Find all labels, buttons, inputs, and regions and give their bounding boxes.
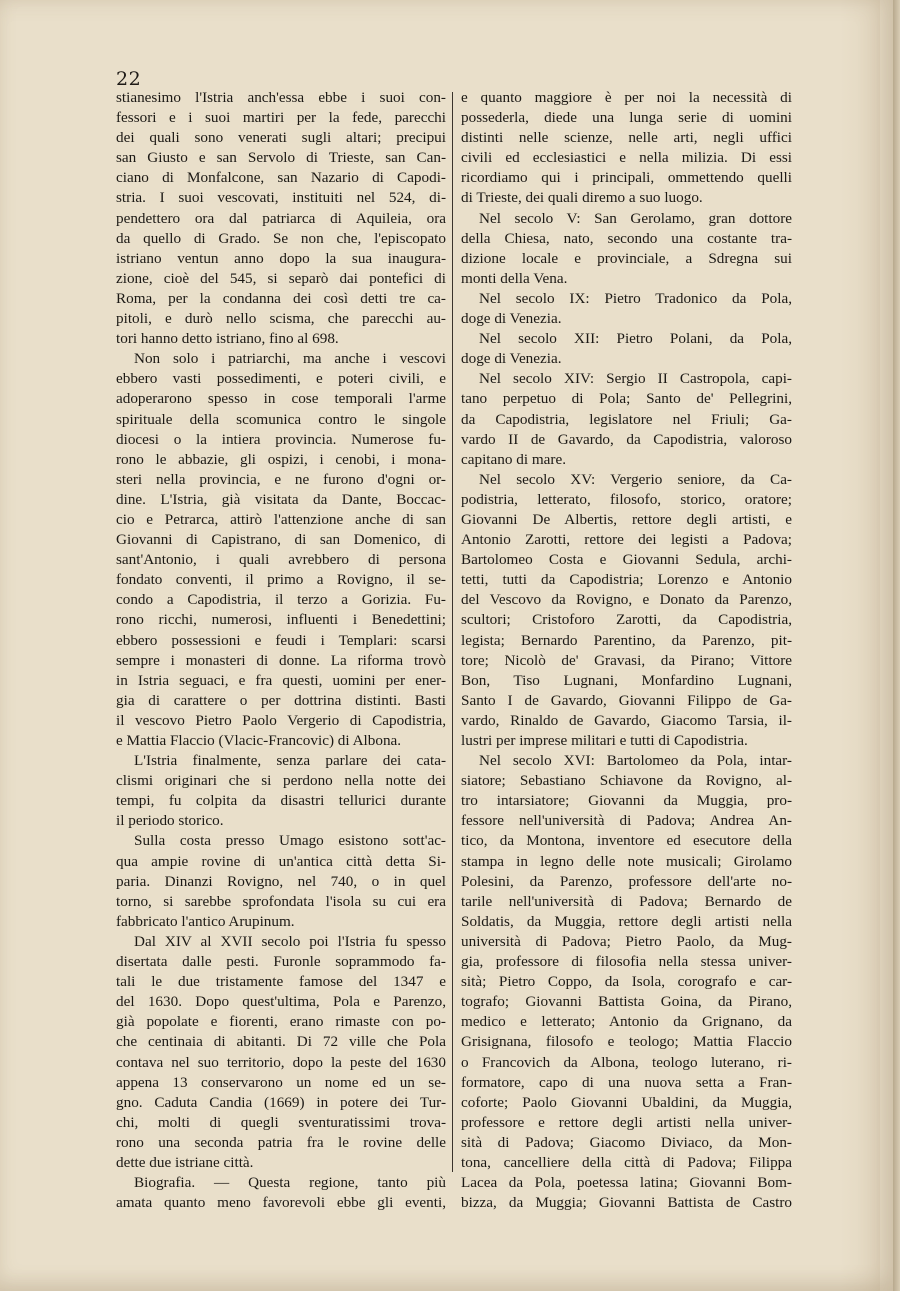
text-line: Soldatis, da Muggia, rettore degli artisti nella [461, 912, 792, 930]
text-line: bizza, da Muggia; Giovanni Battista de Castro [461, 1194, 792, 1212]
text-line: professore e rettore degli artisti nella univer- [461, 1113, 792, 1131]
text-line: in Istria seguaci, e fra questi, uomini per ener- [116, 671, 446, 689]
text-line: e quanto maggiore è per noi la necessità di [461, 89, 792, 106]
text-line: tali le due tristamente famose del 1347 e [116, 973, 446, 991]
text-line: stianesimo l'Istria anch'essa ebbe i suoi con- [116, 89, 446, 106]
text-line: del 1630. Dopo quest'ultima, Pola e Parenzo, [116, 993, 446, 1011]
text-line: vardo II de Gavardo, da Capodistria, valoroso [461, 430, 792, 448]
text-line: dei quali sono venerati sugli altari; precipui [116, 129, 446, 147]
text-line: del Vescovo da Rovigno, e Donato da Parenzo, [461, 591, 792, 609]
text-line: già popolate e fiorenti, erano rimaste con po- [116, 1013, 446, 1031]
right-column [461, 88, 792, 1213]
text-line: lustri per imprese militari e tutti di Capodistria. [461, 732, 748, 749]
text-line: doge di Venezia. [461, 310, 562, 328]
text-line: civili ed ecclesiastici e nella milizia. Di essi [461, 149, 792, 167]
text-line: istriano ventun anno dopo la sua inaugura- [116, 249, 446, 267]
text-line: siatore; Sebastiano Schiavone da Rovigno, al- [461, 772, 792, 790]
text-line: rono ricchi, numerosi, influenti i Benedettini; [116, 611, 446, 629]
text-line: Bon, Tiso Lugnani, Monfardino Lugnani, [461, 671, 792, 689]
text-line: torno, si sarebbe sprofondata l'isola su cui era [116, 892, 446, 910]
text-line: sità; Pietro Coppo, da Isola, corografo e car- [461, 973, 792, 991]
text-line: ciano di Monfalcone, san Nazario di Capodi- [116, 169, 446, 187]
text-line: chi, molti di quegli sventuratissimi trova- [116, 1113, 446, 1131]
text-line: stria. I suoi vescovati, instituiti nel 524, di- [116, 189, 446, 207]
text-line: tano perpetuo di Pola; Santo de' Pellegrini, [461, 390, 792, 408]
text-line: Nel secolo XIV: Sergio II Castropola, capi- [479, 370, 792, 388]
text-line: diocesi o la intiera provincia. Numerose fu- [116, 430, 446, 448]
text-line: formatore, capo di una nuova setta a Fran- [461, 1073, 792, 1091]
text-line: il periodo storico. [116, 812, 224, 830]
text-line: qua ampie rovine di un'antica città detta Si- [116, 852, 446, 870]
text-line: pendettero ora dal patriarca di Aquileia, ora [116, 209, 446, 227]
text-line: doge di Venezia. [461, 350, 562, 368]
page-edge [893, 0, 900, 1291]
page-number: 22 [116, 68, 142, 90]
text-line: ebbero vasti possedimenti, e poteri civili, e [116, 370, 446, 388]
text-line: cio e Petrarca, attirò l'attenzione anche di san [116, 510, 446, 528]
text-line: legista; Bernardo Parentino, da Parenzo, pit- [461, 631, 792, 649]
text-line: san Giusto e san Servolo di Trieste, san Can- [116, 149, 446, 167]
text-line: Nel secolo XV: Vergerio seniore, da Ca- [479, 470, 792, 488]
text-line: e Mattia Flaccio (Vlacic-Francovic) di Albona. [116, 732, 402, 749]
text-line: università di Padova; Pietro Paolo, da Mug- [461, 932, 792, 950]
text-line: sant'Antonio, i quali avrebbero di persona [116, 551, 446, 569]
text-line: della Chiesa, nato, secondo una costante tra- [461, 229, 792, 247]
text-line: pitoli, e durò nello scisma, che parecchi au- [116, 310, 446, 328]
text-line: ebbero possessioni e feudi i Templari: scarsi [116, 631, 446, 649]
text-line: appena 13 conservarono un nome ed un se- [116, 1073, 446, 1091]
text-line: monti della Vena. [461, 269, 568, 287]
text-line: Antonio Zarotti, rettore dei legisti a Padova; [461, 531, 792, 549]
text-line: di Trieste, dei quali diremo a suo luogo. [461, 189, 703, 207]
text-line: Dal XIV al XVII secolo poi l'Istria fu spesso [134, 932, 446, 950]
text-line: Santo I de Gavardo, Giovanni Filippo de Ga- [461, 691, 792, 709]
text-line: adoperarono spesso in cose temporali l'arme [116, 390, 446, 408]
text-line: spirituale della scomunica contro le singole [116, 410, 446, 428]
text-line: Nel secolo XVI: Bartolomeo da Pola, intar- [479, 752, 792, 770]
text-line: tetti, tutti da Capodistria; Lorenzo e Antonio [461, 571, 792, 589]
text-line: zione, cioè del 545, si separò dai pontefici di [116, 269, 446, 287]
text-line: clismi originari che si perdono nella notte dei [116, 772, 446, 790]
text-line: Bartolomeo Costa e Giovanni Sedula, archi- [461, 551, 792, 569]
text-line: ricordiamo qui i principali, ommettendo quelli [461, 169, 792, 187]
text-line: tico, da Montona, inventore ed esecutore della [461, 832, 792, 850]
text-line: fessori e i suoi martiri per la fede, parecchi [116, 109, 446, 127]
text-line: da quello di Grado. Se non che, l'episcopato [116, 229, 446, 247]
text-line: dette due istriane città. [116, 1153, 254, 1171]
text-line: rono le abbazie, gli ospizi, i cenobi, i mona- [116, 450, 446, 468]
text-line: rono una seconda patria fra le rovine delle [116, 1133, 446, 1151]
text-line: tona, cancelliere della città di Padova; Filippa [461, 1153, 792, 1171]
text-line: Nel secolo XII: Pietro Polani, da Pola, [479, 330, 792, 348]
text-line: disertata dalle pesti. Furonle soprammodo fa- [116, 953, 446, 971]
column-divider [452, 92, 453, 1172]
text-line: podistria, letterato, filosofo, storico, oratore; [461, 490, 792, 508]
text-line: condo a Capodistria, il terzo a Gorizia. Fu- [116, 591, 446, 609]
text-line: gno. Caduta Candia (1669) in potere dei Tur- [116, 1093, 446, 1111]
text-line: Biografia. — Questa regione, tanto più [134, 1174, 446, 1192]
text-line: Giovanni di Capistrano, di san Domenico, di [116, 531, 446, 549]
text-line: scultori; Cristoforo Zarotti, da Capodistria, [461, 611, 792, 629]
text-line: tarile nell'università di Padova; Bernardo de [461, 892, 792, 910]
text-line: gia, professore di filosofia nella stessa univer- [461, 953, 792, 971]
text-line: tempi, fu colpita da disastri tellurici durante [116, 792, 446, 810]
text-line: Polesini, da Parenzo, professore dell'arte no- [461, 872, 792, 890]
text-line: vardo, Rinaldo de Gavardo, Giacomo Tarsia, il- [461, 711, 792, 729]
text-line: tori hanno detto istriano, fino al 698. [116, 330, 339, 348]
text-line: il vescovo Pietro Paolo Vergerio di Capodistria, [116, 711, 446, 729]
text-line: paria. Dinanzi Rovigno, nel 740, o in quel [116, 872, 446, 890]
text-line: tore; Nicolò de' Gravasi, da Pirano; Vittore [461, 651, 792, 669]
text-line: fessore nell'università di Padova; Andrea An- [461, 812, 792, 830]
text-line: da Capodistria, legislatore nel Friuli; Ga- [461, 410, 792, 428]
text-line: gia di carattere o per dottrina distinti. Basti [116, 691, 446, 709]
text-line: distinti nelle scienze, nelle arti, negli uffici [461, 129, 792, 147]
text-line: Lacea da Pola, poetessa latina; Giovanni Bom- [461, 1174, 792, 1192]
page-shadow [840, 0, 880, 1291]
text-line: possederla, diede una lunga serie di uomini [461, 109, 792, 127]
text-line: capitano di mare. [461, 450, 566, 468]
text-line: che centinaia di abitanti. Di 72 ville che Pola [116, 1033, 446, 1051]
text-line: tro intarsiatore; Giovanni da Muggia, pro- [461, 792, 792, 810]
text-line: Grisignana, filosofo e teologo; Mattia Flaccio [461, 1033, 792, 1051]
text-line: contava nel suo territorio, dopo la peste del 1630 [116, 1053, 446, 1071]
text-line: stampa in legno delle note musicali; Girolamo [461, 852, 792, 870]
text-line: Nel secolo V: San Gerolamo, gran dottore [479, 209, 792, 227]
text-line: fabbricato l'antico Arupinum. [116, 912, 295, 930]
text-line: Giovanni De Albertis, rettore degli artisti, e [461, 510, 792, 528]
left-column [116, 88, 446, 1213]
text-line: Nel secolo IX: Pietro Tradonico da Pola, [479, 289, 792, 307]
text-line: medico e letterato; Antonio da Grignano, da [461, 1013, 792, 1031]
text-line: Roma, per la condanna dei così detti tre ca- [116, 289, 446, 307]
text-line: sempre i monasteri di donne. La riforma trovò [116, 651, 446, 669]
text-line: dizione locale e provinciale, a Sdregna sui [461, 249, 792, 267]
text-line: Sulla costa presso Umago esistono sott'ac- [134, 832, 446, 850]
text-line: sità di Padova; Giacomo Diviaco, da Mon- [461, 1133, 792, 1151]
text-line: amata quanto meno favorevoli ebbe gli eventi, [116, 1194, 446, 1212]
text-line: steri nella provincia, e ne furono d'ogni or- [116, 470, 446, 488]
text-line: tografo; Giovanni Battista Goina, da Pirano, [461, 993, 792, 1011]
text-line: Non solo i patriarchi, ma anche i vescovi [134, 350, 446, 368]
text-line: o Francovich da Albona, teologo luterano, ri- [461, 1053, 792, 1071]
text-line: L'Istria finalmente, senza parlare dei cata- [134, 752, 446, 770]
text-line: dine. L'Istria, già visitata da Dante, Boccac- [116, 490, 446, 508]
text-line: fondato conventi, il primo a Rovigno, il se- [116, 571, 446, 589]
text-line: coforte; Paolo Giovanni Ubaldini, da Muggia, [461, 1093, 792, 1111]
